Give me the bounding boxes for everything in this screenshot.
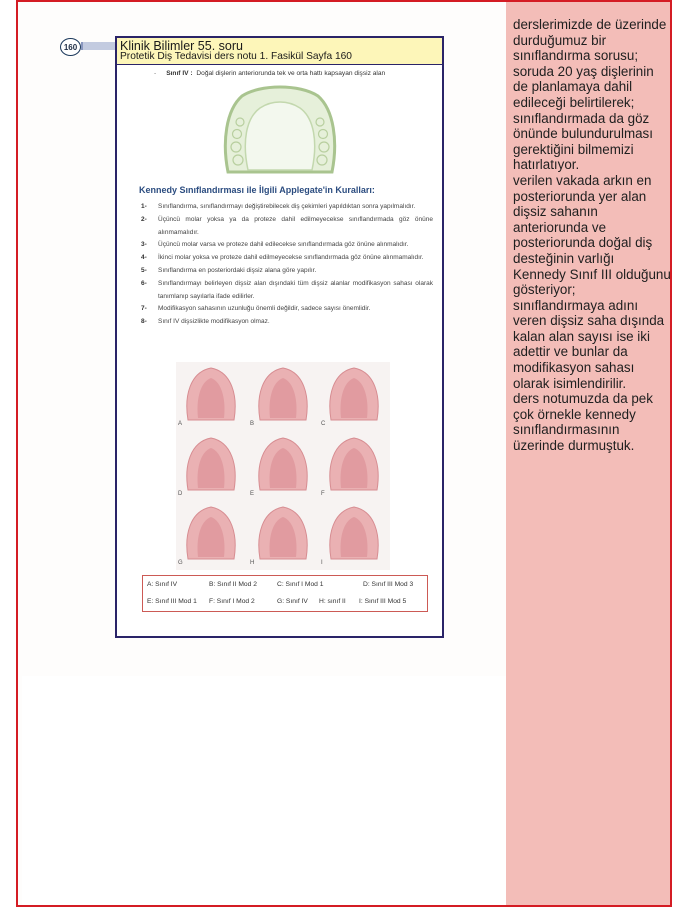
arch-figure [176,501,247,570]
dental-cast-image [220,82,340,178]
rule-number: 7- [141,305,147,313]
answer-option-c: C: Sınıf I Mod 1 [277,581,324,588]
dental-arch-figure-grid [176,362,390,570]
document-page [115,36,444,638]
cast-palate [245,102,314,170]
rule-text: Sınıflandırmayı belirleyen dişsiz alan dışındaki tüm dişsiz alanlar modifikasyon sahası olarak tanımlanıp sayılarla ifade edilirler. [158,279,433,300]
arch-figure [248,432,319,501]
answer-option-h: H: sınıf II [319,598,346,605]
rule-text: Sınıflandırma, sınıflandırmayı değiştirebilecek diş çekimleri yapıldıktan sonra yapılmalıdır. [158,203,416,210]
document-subtitle: Protetik Diş Tedavisi ders notu 1. Fasikül Sayfa 160 [120,51,352,62]
rule-text: Üçüncü molar varsa ve proteze dahil edilecekse sınıflandırmada göz önüne alınmalıdır. [158,241,409,249]
rule-number: 4- [141,254,147,262]
rule-text: Üçüncü molar yoksa ya da proteze dahil edilmeyecekse sınıflandırmada göz önüne alınmamalıdır. [158,215,433,236]
document-title: Klinik Bilimler 55. soru [120,39,243,53]
answer-option-f: F: Sınıf I Mod 2 [209,598,255,605]
document-area-lower [22,676,506,905]
arch-figure [319,362,390,431]
rule-number: 5- [141,266,147,274]
arch-label: C [321,421,326,427]
arch-label: E [250,491,255,497]
arch-label: I [321,560,323,566]
arch-figure [176,362,247,431]
rules-list [141,201,433,329]
rule-number: 8- [141,318,147,326]
document-header [117,38,442,65]
arch-label: A [178,421,183,427]
arch-label: F [321,491,325,497]
class-iv-definition [154,70,385,77]
answer-option-e: E: Sınıf III Mod 1 [147,598,197,605]
rule-text: Modifikasyon sahasının uzunluğu önemli değildir, sadece sayısı önemlidir. [158,305,371,313]
arch-label: B [250,421,255,427]
page-badge-connector [81,42,115,50]
rule-item [141,303,433,316]
rule-text: Sınıf IV dişsizlikte modifikasyon olmaz. [158,318,270,326]
answer-option-i: I: Sınıf III Mod 5 [359,598,407,605]
arch-label: G [178,560,183,566]
rule-item [141,265,433,278]
answer-option-b: B: Sınıf II Mod 2 [209,581,257,588]
rule-item [141,201,433,214]
answer-option-g: G: Sınıf IV [277,598,308,605]
arch-figure [176,432,247,501]
page-badge-connector-tick [81,42,83,50]
rules-heading: Kennedy Sınıflandırması ile İlgili Applegate'in Kuralları: [139,185,375,195]
rule-item [141,316,433,329]
page-number-badge: 160 [60,38,81,56]
bullet-dash: - [154,70,157,77]
arch-figure [248,501,319,570]
rule-item [141,214,433,240]
side-note-text: derslerimizde de üzerinde durduğumuz bir sınıflandırma sorusu; soruda 20 yaş dişlerinin de planlamaya dahil edileceği belirtilerek; sınıflandırmada da göz önünde bulundurulması gerektiğini bilmemizi hatırlatıyor. verilen vakada arkın en posteriorunda yer alan dişsiz sahanın anteriorunda ve posteriorunda doğal diş desteğinin varlığı Kennedy Sınıf III olduğunu gösteriyor; sınıflandırmaya adını veren dişsiz saha dışında kalan alan sayısı ise iki adettir ve bunlar da modifikasyon sahası olarak isimlendirilir. ders notumuzda da pek çok örnekle kennedy sınıflandırmasının üzerinde durmuştuk. [513,17,671,454]
rule-item [141,239,433,252]
rule-number: 6- [141,279,147,287]
rule-text: Sınıflandırma en posteriordaki dişsiz alana göre yapılır. [158,266,317,274]
arch-figure [319,432,390,501]
arch-figure [319,501,390,570]
rule-number: 2- [141,215,147,223]
answer-option-a: A: Sınıf IV [147,581,178,588]
rule-item [141,252,433,265]
arch-label: D [178,491,183,497]
rule-number: 3- [141,241,147,249]
class-iv-text: Doğal dişlerin anteriorunda tek ve orta hattı kapsayan dişsiz alan [196,70,386,77]
answer-options-box [142,575,428,612]
rule-item [141,278,433,304]
rule-number: 1- [141,203,147,210]
arch-label: H [250,560,255,566]
arch-figure [248,362,319,431]
class-iv-label: Sınıf IV : [166,70,193,77]
rule-text: İkinci molar yoksa ve proteze dahil edilmeyecekse sınıflandırmada göz önüne alınmamalıdır. [158,254,424,262]
answer-option-d: D: Sınıf III Mod 3 [363,581,414,588]
